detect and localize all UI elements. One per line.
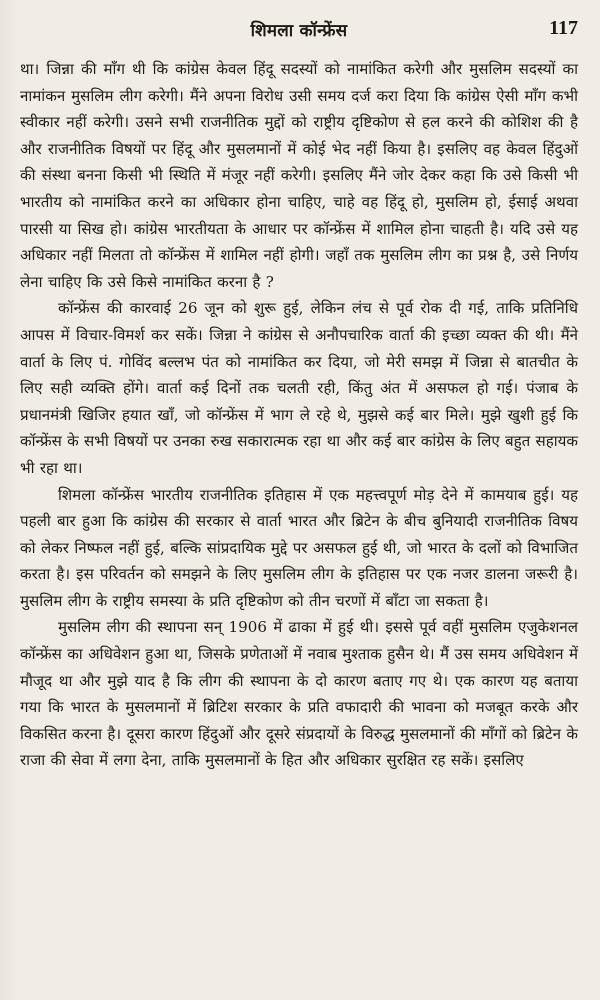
page-header	[20, 18, 578, 48]
paragraph-1: था। जिन्ना की माँग थी कि कांग्रेस केवल हिंदू सदस्यों को नामांकित करेगी और मुसलिम सदस्यों का नामांकन मुसलिम लीग करेगी। मैंने अपना विरोध उसी समय दर्ज करा दिया कि कांग्रेस ऐसी माँग कभी स्वीकार नहीं करेगी। उसने सभी राजनीतिक मुद्दों को राष्ट्रीय दृष्टिकोण से हल करने की कोशिश की है और राजनीतिक विषयों पर हिंदू और मुसलमानों में कोई भेद नहीं किया है। इसलिए वह केवल हिंदुओं की संस्था बनना किसी भी स्थिति में मंजूर नहीं करेगी। इसलिए मैंने जोर देकर कहा कि उसे किसी भी भारतीय को नामांकित करने का अधिकार होना चाहिए, चाहे वह हिंदू हो, मुसलिम हो, ईसाई अथवा पारसी या सिख हो। कांग्रेस भारतीयता के आधार पर कॉन्फ्रेंस में शामिल होना चाहती है। यदि उसे यह अधिकार नहीं मिलता तो कॉन्फ्रेंस में शामिल नहीं होगी। जहाँ तक मुसलिम लीग का प्रश्न है, उसे निर्णय लेना चाहिए कि उसे किसे नामांकित करना है ?	[20, 60, 578, 291]
paragraph-4: मुसलिम लीग की स्थापना सन् 1906 में ढाका में हुई थी। इससे पूर्व वहीं मुसलिम एजुकेशनल कॉन्फ्रेंस का अधिवेशन हुआ था, जिसके प्रणेताओं में नवाब मुश्ताक हुसैन थे। मैं उस समय अधिवेशन में मौजूद था और मुझे याद है कि लीग की स्थापना के दो कारण बताए गए थे। एक कारण यह बताया गया कि भारत के मुसलमानों में ब्रिटिश सरकार के प्रति वफादारी की भावना को मजबूत करके और विकसित करना है। दूसरा कारण हिंदुओं और दूसरे संप्रदायों के विरुद्ध मुसलमानों की माँगों को ब्रिटेन के राजा की सेवा में लगा देना, ताकि मुसलमानों के हित और अधिकार सुरक्षित रह सकें। इसलिए	[20, 618, 578, 770]
page-number: 117	[549, 17, 578, 39]
paragraph-2: कॉन्फ्रेंस की कारवाई 26 जून को शुरू हुई, लेकिन लंच से पूर्व रोक दी गई, ताकि प्रतिनिधि आपस में विचार-विमर्श कर सकें। जिन्ना ने कांग्रेस से अनौपचारिक वार्ता की इच्छा व्यक्त की थी। मैंने वार्ता के लिए पं. गोविंद बल्लभ पंत को नामांकित कर दिया, जो मेरी समझ में जिन्ना से बातचीत के लिए सही व्यक्ति होंगे। वार्ता कई दिनों तक चलती रही, किंतु अंत में असफल हो गई। पंजाब के प्रधानमंत्री खिजिर हयात खाँ, जो कॉन्फ्रेंस में भाग ले रहे थे, मुझसे कई बार मिले। मुझे खुशी हुई कि कॉन्फ्रेंस के सभी विषयों पर उनका रुख सकारात्मक रहा था और कई बार कांग्रेस के लिए बहुत सहायक भी रहा था।	[20, 299, 578, 477]
body-text	[20, 56, 578, 774]
running-title: शिमला कॉन्फ्रेंस	[250, 21, 348, 41]
paragraph-3: शिमला कॉन्फ्रेंस भारतीय राजनीतिक इतिहास में एक महत्त्वपूर्ण मोड़ देने में कामयाब हुई। यह पहली बार हुआ कि कांग्रेस की सरकार से वार्ता भारत और ब्रिटेन के बीच बुनियादी राजनीतिक विषय को लेकर निष्फल नहीं हुई, बल्कि सांप्रदायिक मुद्दे पर असफल हुई थी, जो भारत के दलों को विभाजित करता है। इस परिवर्तन को समझने के लिए मुसलिम लीग के इतिहास पर एक नजर डालना जरूरी है। मुसलिम लीग के राष्ट्रीय समस्या के प्रति दृष्टिकोण को तीन चरणों में बाँटा जा सकता है।	[20, 485, 578, 610]
